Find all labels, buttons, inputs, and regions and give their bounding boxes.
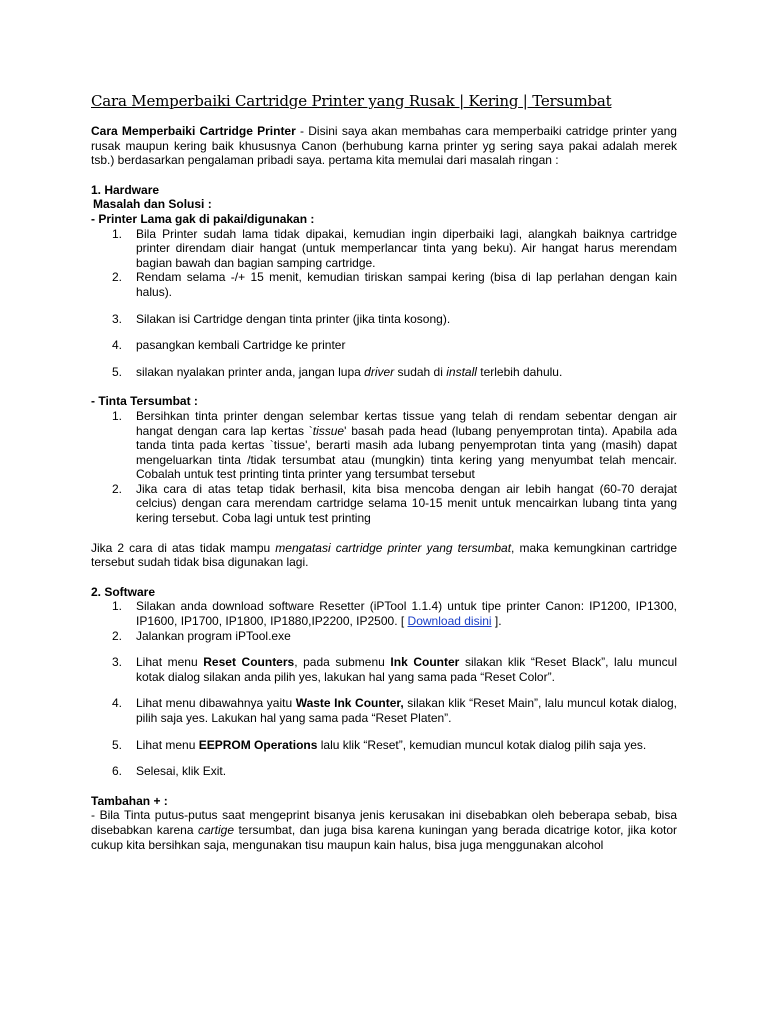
tambahan-paragraph: - Bila Tinta putus-putus saat mengeprint bisanya jenis kerusakan ini disebabkan oleh beberapa sebab, bisa disebabkan karena cartige tersumbat, dan juga bisa karena kuningan yang berada dicatrige kotor, jika kotor cukup kita bersihkan saja, mengunakan tisu maupun kain halus, bisa juga menggunakan alcohol <box>91 808 677 852</box>
list-item: 3. Silakan isi Cartridge dengan tinta printer (jika tinta kosong). <box>112 311 451 326</box>
list-item: 1. Bersihkan tinta printer dengan selembar kertas tissue yang telah di rendam sebentar dengan air hangat dengan cara lap kertas `tissue' basah pada head (lubang penyemprotan tinta). Apabila ada tanda tinta pada kertas `tissue', berarti masih ada lubang penyemprotan tinta yang (masih) dapat mengeluarkan tinta /tidak tersumbat atau (mungkin) tinta kering yang menyumbat telah mencair. Cobalah untuk test printing tinta printer yang tersumbat tersebut <box>112 408 677 482</box>
hardware-heading: 1. Hardware <box>91 182 160 197</box>
list-item: 2. Rendam selama -/+ 15 menit, kemudian tiriskan sampai kering (bisa di lap perlahan dengan kain halus). <box>112 270 677 299</box>
tinta-tersumbat-list <box>91 409 677 526</box>
list-item: 4. Lihat menu dibawahnya yaitu Waste Ink Counter, silakan klik “Reset Main”, lalu muncul kotak dialog, pilih saja yes. Lakukan hal yang sama pada “Reset Platen”. <box>112 696 677 725</box>
tinta-tersumbat-heading: - Tinta Tersumbat : <box>91 394 198 409</box>
list-item: 2. Jika cara di atas tetap tidak berhasil, kita bisa mencoba dengan air lebih hangat (60-70 derajat celcius) dengan cara merendam cartridge selama 10-15 menit untuk mencairkan lubang tinta yang kering tersebut. Coba lagi untuk test printing <box>112 481 677 526</box>
list-item: 1. Silakan anda download software Resetter (iPTool 1.1.4) untuk tipe printer Canon: IP1200, IP1300, IP1600, IP1700, IP1800, IP1880,IP2200, IP2500. [ Download disini ]. <box>112 599 677 629</box>
printer-lama-heading: - Printer Lama gak di pakai/digunakan : <box>91 211 315 226</box>
list-item: 4. pasangkan kembali Cartridge ke printer <box>112 338 346 353</box>
list-item: 6. Selesai, klik Exit. <box>112 764 227 779</box>
list-item: 3. Lihat menu Reset Counters, pada submenu Ink Counter silakan klik “Reset Black”, lalu muncul kotak dialog silakan anda pilih yes, lakukan hal yang sama pada “Reset Color”. <box>112 655 678 684</box>
software-heading: 2. Software <box>91 584 156 599</box>
list-item: 2. Jalankan program iPTool.exe <box>112 628 291 643</box>
note-paragraph: Jika 2 cara di atas tidak mampu mengatasi cartridge printer yang tersumbat, maka kemungkinan cartridge tersebut sudah tidak bisa digunakan lagi. <box>91 540 678 570</box>
list-item: 1. Bila Printer sudah lama tidak dipakai, kemudian ingin diperbaiki lagi, alangkah baiknya cartridge printer direndam diair hangat (untuk memperlancar tinta yang beku). Air hangat harus merendam bagian bawah dan bagian samping cartridge. <box>112 226 677 270</box>
software-list <box>91 599 677 778</box>
intro-paragraph <box>91 124 677 168</box>
document-body <box>91 124 677 852</box>
intro-text: - Disini saya akan membahas cara memperbaiki catridge printer yang rusak maupun kering baik khususnya Canon (berhubung karna printer yg sering saya pakai adalah merek tsb.) berdasarkan pengalaman pribadi saya. pertama kita memulai dari masalah ringan : <box>91 124 677 168</box>
page-title: Cara Memperbaiki Cartridge Printer yang Rusak | Kering | Tersumbat <box>91 92 612 110</box>
list-item: 5. silakan nyalakan printer anda, jangan lupa driver sudah di install terlebih dahulu. <box>112 364 563 379</box>
download-link[interactable]: Download disini <box>407 614 492 629</box>
printer-lama-list <box>91 227 677 380</box>
masalah-solusi-heading: Masalah dan Solusi : <box>93 197 212 212</box>
intro-bold: Cara Memperbaiki Cartridge Printer <box>91 124 296 138</box>
tambahan-heading: Tambahan + : <box>91 793 168 808</box>
list-item: 5. Lihat menu EEPROM Operations lalu klik “Reset”, kemudian muncul kotak dialog pilih saja yes. <box>112 737 647 752</box>
